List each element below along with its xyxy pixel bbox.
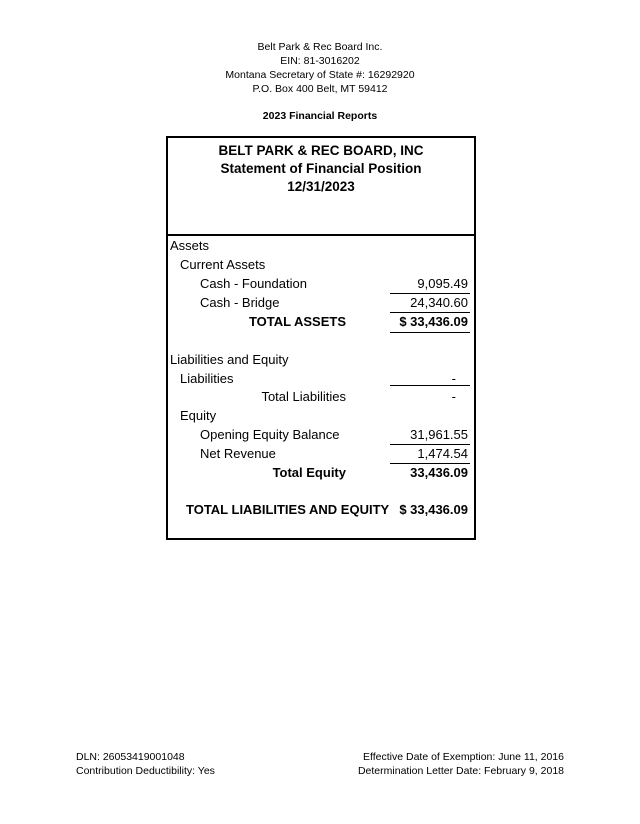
liabilities-label: Liabilities	[180, 371, 234, 386]
total-assets-value: $ 33,436.09	[399, 314, 468, 329]
total-equity-value: 33,436.09	[410, 465, 468, 480]
liabilities-equity-label: Liabilities and Equity	[170, 352, 289, 367]
cash-foundation-label: Cash - Foundation	[200, 276, 307, 291]
footer-right	[358, 750, 564, 778]
equity-label: Equity	[180, 408, 217, 423]
sos-number: Montana Secretary of State #: 16292920	[225, 69, 415, 81]
total-assets-underline	[390, 332, 470, 333]
opening-equity-value: 31,961.55	[410, 427, 468, 442]
equity-row	[168, 406, 474, 425]
total-liabilities-row	[168, 387, 474, 406]
report-title: 2023 Financial Reports	[262, 110, 378, 122]
net-revenue-row	[168, 444, 474, 463]
dln: DLN: 26053419001048	[76, 751, 185, 763]
cash-bridge-row	[168, 293, 474, 312]
footer-left	[76, 750, 215, 778]
net-revenue-divider	[390, 444, 470, 445]
total-assets-row	[168, 312, 474, 331]
liabilities-value: -	[451, 371, 456, 386]
total-liabilities-label: Total Liabilities	[261, 389, 346, 404]
cash-bridge-label: Cash - Bridge	[200, 295, 280, 310]
total-liabilities-equity-row	[168, 500, 474, 519]
assets-row	[168, 236, 474, 255]
org-name: Belt Park & Rec Board Inc.	[257, 41, 383, 53]
current-assets-row	[168, 255, 474, 274]
address: P.O. Box 400 Belt, MT 59412	[252, 83, 388, 95]
liabilities-divider	[390, 385, 470, 386]
cash-bridge-value: 24,340.60	[410, 295, 468, 310]
opening-equity-row	[168, 425, 474, 444]
total-assets-label: TOTAL ASSETS	[248, 314, 346, 329]
total-liabilities-equity-value: $ 33,436.09	[399, 502, 468, 517]
total-liabilities-value: -	[451, 389, 456, 404]
statement-of-financial-position	[166, 136, 476, 540]
assets-label: Assets	[170, 238, 210, 253]
statement-heading	[168, 138, 474, 236]
cash-foundation-row	[168, 274, 474, 293]
determination-date: Determination Letter Date: February 9, 2018	[357, 765, 564, 777]
liabilities-equity-row	[168, 350, 474, 369]
cash-foundation-value: 9,095.49	[417, 276, 468, 291]
effective-date: Effective Date of Exemption: June 11, 2016	[363, 751, 564, 763]
statement-title: Statement of Financial Position	[220, 161, 422, 176]
statement-date: 12/31/2023	[287, 179, 355, 194]
contribution-deductibility: Contribution Deductibility: Yes	[76, 765, 215, 777]
document-header	[0, 40, 640, 96]
total-equity-row	[168, 463, 474, 482]
ein: EIN: 81-3016202	[280, 55, 360, 67]
total-liabilities-equity-label: TOTAL LIABILITIES AND EQUITY	[186, 502, 390, 517]
net-revenue-label: Net Revenue	[200, 446, 276, 461]
current-assets-label: Current Assets	[180, 257, 266, 272]
opening-equity-label: Opening Equity Balance	[200, 427, 340, 442]
statement-org-name: BELT PARK & REC BOARD, INC	[218, 143, 424, 158]
net-revenue-value: 1,474.54	[417, 446, 468, 461]
total-equity-label: Total Equity	[272, 465, 346, 480]
